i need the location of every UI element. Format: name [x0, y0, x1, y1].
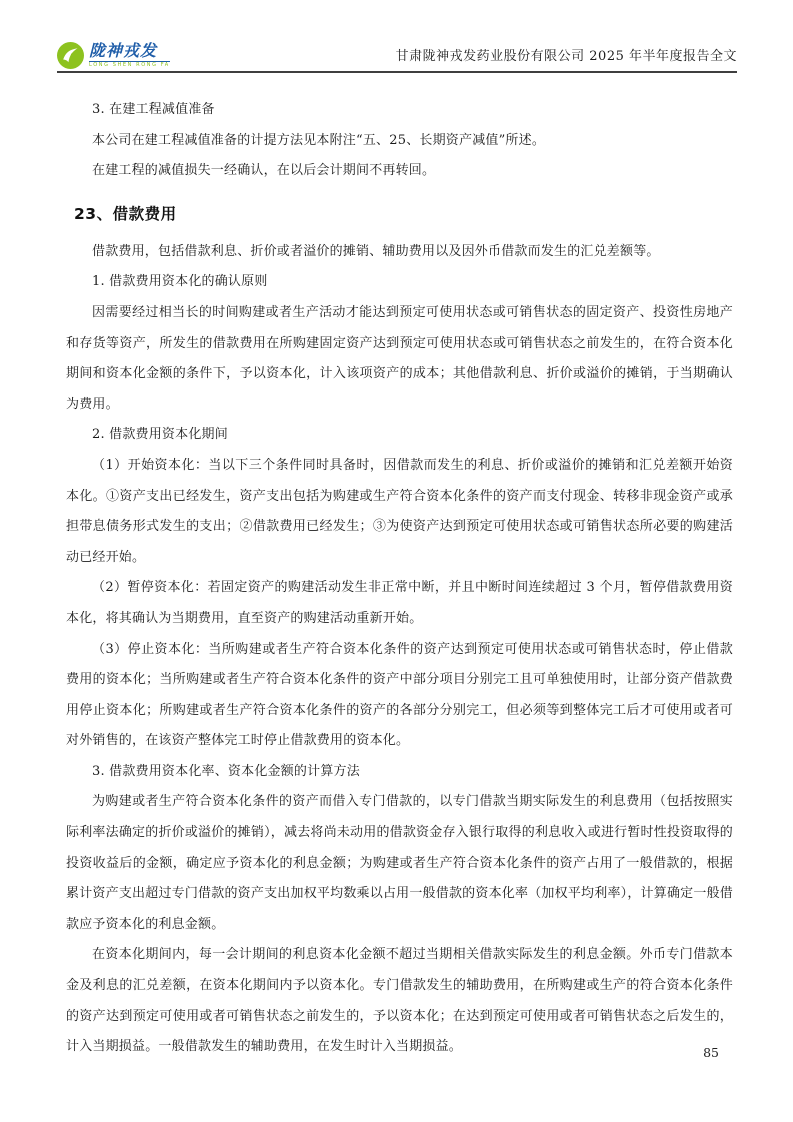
paragraph: 在建工程的减值损失一经确认，在以后会计期间不再转回。 [92, 163, 436, 179]
paragraph: 2. 借款费用资本化期间 [92, 427, 228, 443]
page-header [57, 0, 737, 73]
report-title: 甘肃陇神戎发药业股份有限公司 2025 年半年度报告全文 [395, 49, 737, 64]
paragraph: 为购建或者生产符合资本化条件的资产而借入专门借款的，以专门借款当期实际发生的利息费用（包括按照实际利率法确定的折价或溢价的摊销），减去将尚未动用的借款资金存入银行取得的利息收入或进行暂时性投资取得的投资收益后的金额，确定应予资本化的利息金额；为购建或者生产符合资本化条件的资产占用了一般借款的，根据累计资产支出超过专门借款的资产支出加权平均数乘以占用一般借款的资本化率（加权平均利率），计算确定一般借款应予资本化的利息金额。 [66, 794, 733, 932]
logo-circle-icon [57, 42, 84, 69]
paragraph: （3）停止资本化：当所购建或者生产符合资本化条件的资产达到预定可使用状态或可销售状态时，停止借款费用的资本化；当所购建或者生产符合资本化条件的资产中部分项目分别完工且可单独使用时，让部分资产借款费用停止资本化；所购建或者生产符合资本化条件的资产的各部分分别完工，但必须等到整体完工后才可使用或者可对外销售的，在该资产整体完工时停止借款费用的资本化。 [66, 641, 733, 749]
logo-name-cn: 陇神戎发 [89, 41, 158, 60]
paragraph: 因需要经过相当长的时间购建或者生产活动才能达到预定可使用状态或可销售状态的固定资产、投资性房地产和存货等资产，所发生的借款费用在所购建固定资产达到预定可使用状态或可销售状态之前发生的，在符合资本化期间和资本化金额的条件下，予以资本化，计入该项资产的成本；其他借款利息、折价或溢价的摊销，于当期确认为费用。 [66, 304, 733, 412]
document-body [66, 95, 733, 1063]
logo-name-en: LONG SHEN RONG FA [89, 62, 170, 68]
paragraph: 1. 借款费用资本化的确认原则 [92, 274, 268, 290]
paragraph: 本公司在建工程减值准备的计提方法见本附注“五、25、长期资产减值”所述。 [92, 132, 546, 148]
paragraph: 在资本化期间内，每一会计期间的利息资本化金额不超过当期相关借款实际发生的利息金额。外币专门借款本金及利息的汇兑差额，在资本化期间内予以资本化。专门借款发生的辅助费用，在所购建或生产的符合资本化条件的资产达到预定可使用或者可销售状态之前发生的，予以资本化；在达到预定可使用或者可销售状态之后发生的，计入当期损益。一般借款发生的辅助费用，在发生时计入当期损益。 [66, 947, 733, 1055]
logo-wordmark [89, 43, 170, 68]
page-number: 85 [703, 1045, 719, 1060]
section-heading-borrowing-costs: 23、借款费用 [74, 204, 177, 223]
paragraph: （1）开始资本化：当以下三个条件同时具备时，因借款而发生的利息、折价或溢价的摊销和汇兑差额开始资本化。①资产支出已经发生，资产支出包括为购建或生产符合资本化条件的资产而支付现金、转移非现金资产或承担带息债务形式发生的支出；②借款费用已经发生；③为使资产达到预定可使用状态或可销售状态所必要的购建活动已经开始。 [66, 457, 733, 565]
company-logo [57, 42, 170, 71]
paragraph: 3. 在建工程减值准备 [92, 102, 215, 117]
paragraph: 3. 借款费用资本化率、资本化金额的计算方法 [92, 763, 360, 779]
paragraph: （2）暂停资本化：若固定资产的购建活动发生非正常中断，并且中断时间连续超过 3 个月，暂停借款费用资本化，将其确认为当期费用，直至资产的购建活动重新开始。 [66, 580, 733, 626]
paragraph: 借款费用，包括借款利息、折价或者溢价的摊销、辅助费用以及因外币借款而发生的汇兑差额等。 [92, 243, 660, 259]
